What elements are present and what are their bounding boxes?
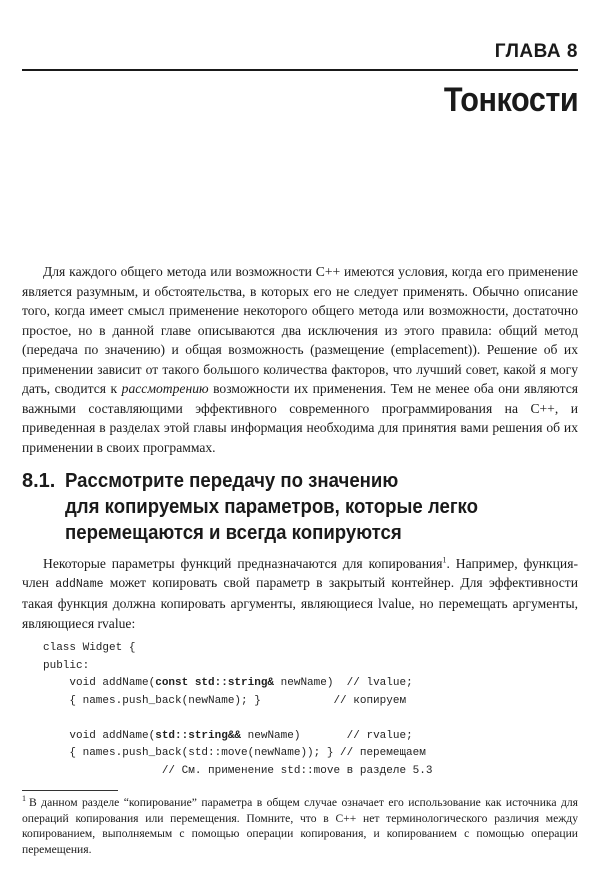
code-line: { names.push_back(std::move(newName)); } // перемещаем [43, 747, 426, 759]
chapter-title: Тонкости [443, 81, 578, 119]
code-block [43, 640, 432, 780]
section-title-line: перемещаются и всегда копируются [65, 522, 402, 544]
code-line: void addName(const std::string& newName) // lvalue; [43, 677, 413, 689]
footnote [22, 795, 578, 857]
intro-emphasis: рассмотрению [121, 381, 209, 396]
footnote-text: В данном разделе “копирование” параметра в общем случае означает его использование как источника для операций копирования или перемещения. Помните, что в C++ нет терминологического различия между копированием, выполняемым с помощью операции копирования, и копированием с помощью операции перемещения. [22, 796, 578, 856]
section-heading [22, 468, 578, 546]
code-line: class Widget { [43, 642, 136, 654]
intro-text-2: возможности их применения. Тем не менее оба они являются важными составляющими эффективного современного программирования на C++, и приведенная в разделах этой главы информация необходима для принятия вами решения об их применении в своих программах. [22, 381, 578, 455]
intro-paragraph [22, 262, 578, 457]
code-line: // См. применение std::move в разделе 5.3 [43, 764, 433, 777]
intro-text-1: Для каждого общего метода или возможности C++ имеются условия, когда его применение является разумным, и обстоятельства, в которых его не следует применять. Обычно описание того, когда имеет смысл применение некоторого общего метода или возможности, достаточно простое, но в данной главе описываются два исключения из этого правила: общий метод (передача по значению) и общая возможность (размещение (emplacement)). Решение об их применении зависит от такого большого количества факторов, что лучший совет, какой я могу дать, сводится к [22, 264, 578, 396]
body-text-2: . Например, функция-член [22, 556, 578, 591]
section-title-line: Рассмотрите передачу по значению [65, 470, 399, 492]
body-text-1: Некоторые параметры функций предназначаются для копирования [43, 556, 443, 571]
inline-code: addName [55, 578, 104, 592]
body-paragraph [22, 554, 578, 633]
footnote-mark: 1 [22, 794, 26, 804]
body-text-3: может копировать свой параметр в закрытый контейнер. Для эффективности такая функция должна копировать аргументы, являющиеся lvalue, но перемещать аргументы, являющиеся rvalue: [22, 575, 579, 631]
chapter-label: ГЛАВА 8 [494, 41, 578, 62]
footnote-ref[interactable]: 1 [442, 555, 447, 565]
code-line: void addName(std::string&& newName) // rvalue; [43, 729, 413, 742]
header-rule [22, 69, 578, 71]
footnote-rule [22, 790, 118, 791]
section-number: 8.1. [22, 470, 56, 492]
code-line [43, 710, 432, 728]
section-title-line: для копируемых параметров, которые легко [65, 496, 478, 518]
code-line: public: [43, 659, 90, 672]
code-line: { names.push_back(newName); } // копируем [43, 694, 407, 707]
